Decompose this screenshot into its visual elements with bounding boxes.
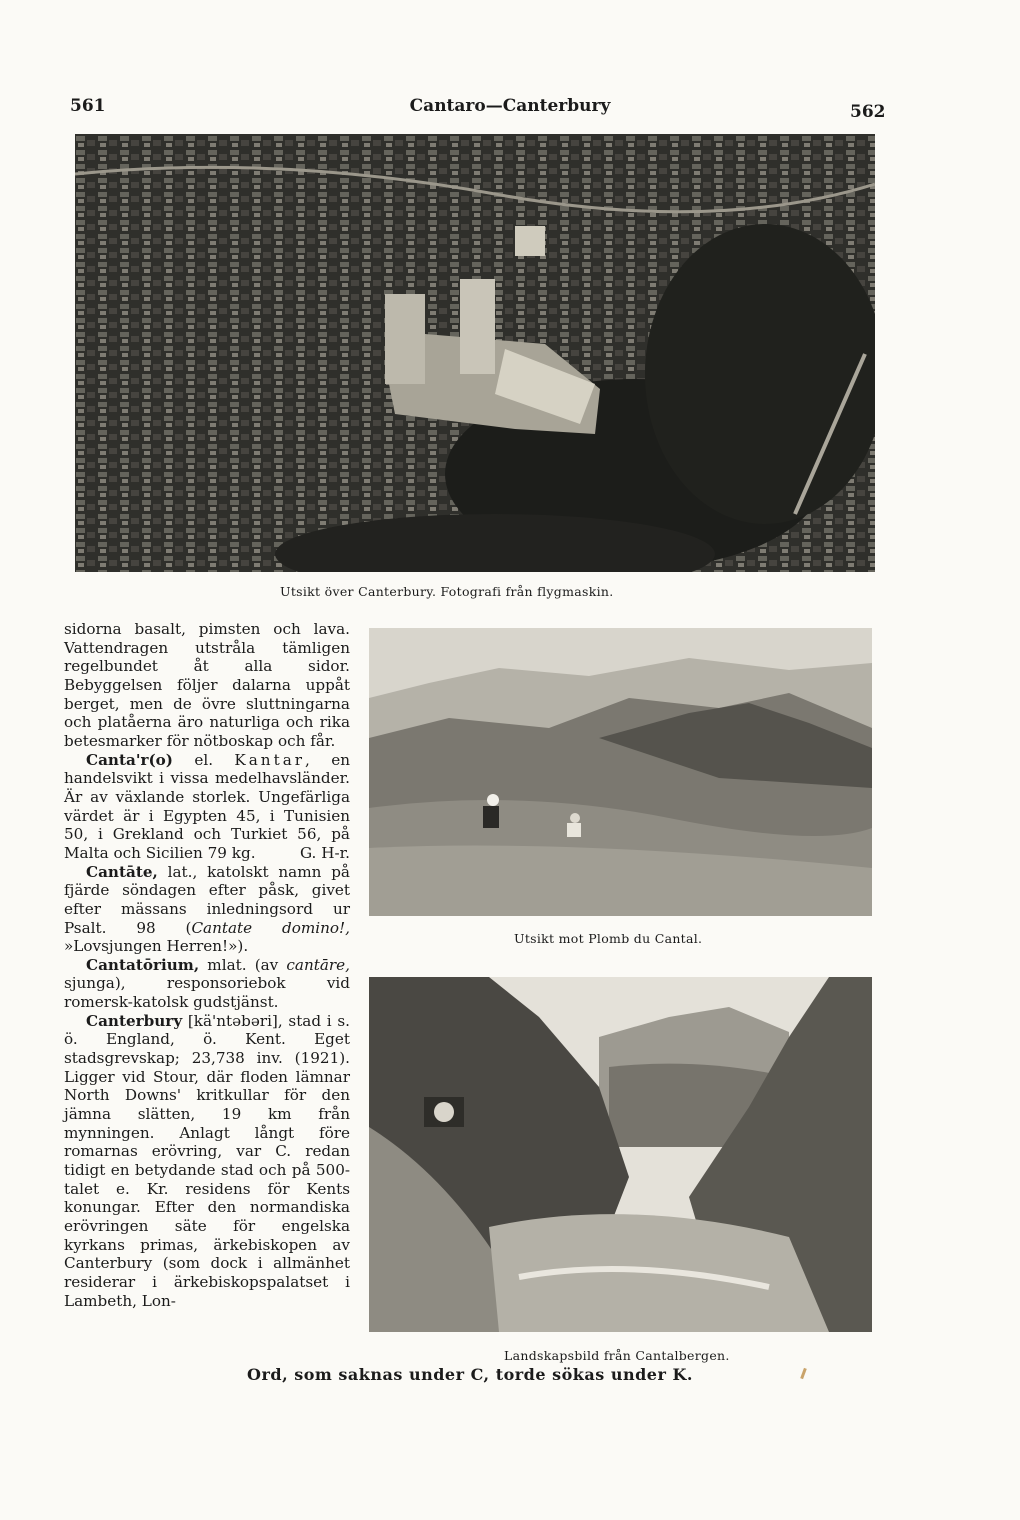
- figure-caption-2: Utsikt mot Plomb du Cantal.: [514, 931, 703, 946]
- figure-caption-1: Utsikt över Canterbury. Fotografi från flygmaskin.: [280, 584, 614, 599]
- entry-cantate: [64, 863, 350, 956]
- running-title: Cantaro—Canterbury: [409, 96, 611, 116]
- entry-cantaro: [64, 751, 350, 863]
- entry-cantaro-signature: G. H-r.: [299, 843, 350, 862]
- figure-caption-3: Landskapsbild från Cantalbergen.: [504, 1348, 730, 1363]
- entry-canterbury: [64, 1012, 350, 1311]
- entry-cantaro-el: el.: [172, 750, 235, 769]
- photo-cantal-landscape: [369, 977, 872, 1332]
- entry-canterbury-text: [kä'ntəbəri], stad i s. ö. England, ö. Kent. Eget stadsgrevskap; 23,738 inv. (1921). Ligger vid Stour, där floden lämnar North Downs' kritkullar för den jämna slätten, 19 km från mynningen. Anlagt långt före romarnas erövring, var C. redan tidigt en betydande stad och på 500-talet e. Kr. residens för Kents konungar. Efter den normandiska erövringen säte för engelska kyrkans primas, ärkebiskopen av Canterbury (som dock i allmänhet residerar i ärkebiskopspalatset i Lambeth, Lon-: [64, 1011, 350, 1310]
- headword-cantate: Cantāte,: [86, 862, 158, 881]
- entry-cantatorium: [64, 956, 350, 1012]
- entry-cantatorium-text-1: mlat. (av: [199, 955, 287, 974]
- headword-canterbury: Canterbury: [86, 1011, 183, 1030]
- entry-cantatorium-text-2: sjunga), responsoriebok vid romersk-katolsk gudstjänst.: [64, 974, 350, 1012]
- headword-cantaro: Canta'r(o): [86, 750, 173, 769]
- headword-cantatorium: Cantatōrium,: [86, 955, 200, 974]
- entry-cantaro-alt: Kantar: [234, 750, 306, 769]
- article-column: [64, 620, 350, 1310]
- photo-plomb-du-cantal: [369, 628, 872, 916]
- entry-cantate-text-2: »Lovsjungen Herren!»).: [64, 937, 249, 956]
- footer-note: Ord, som saknas under C, torde sökas under K.: [247, 1365, 693, 1384]
- page-number-left: 561: [70, 96, 106, 116]
- entry-cantate-italic: Cantate domino!,: [191, 918, 350, 937]
- entry-cantatorium-italic: cantāre,: [286, 955, 350, 974]
- paragraph-continuation: sidorna basalt, pimsten och lava. Vattendragen utstråla tämligen regelbundet åt alla sidor. Bebyggelsen följer dalarna uppåt berget, men de övre sluttningarna och platåerna äro naturliga och rika betesmarker för nötboskap och får.: [64, 620, 350, 750]
- entry-cantate-text-1: lat., katolskt namn på fjärde söndagen efter påsk, givet efter mässans inledningsord ur Psalt. 98 (: [64, 862, 350, 937]
- entry-cantaro-text: , en handelsvikt i vissa medelhavsländer. Är av växlande storlek. Ungefärliga värdet är i Egypten 45, i Tunisien 50, i Grekland och Turkiet 56, på Malta och Sicilien 79 kg.: [64, 750, 350, 862]
- aerial-photo-canterbury: [75, 134, 875, 572]
- page-number-right: 562: [850, 102, 886, 122]
